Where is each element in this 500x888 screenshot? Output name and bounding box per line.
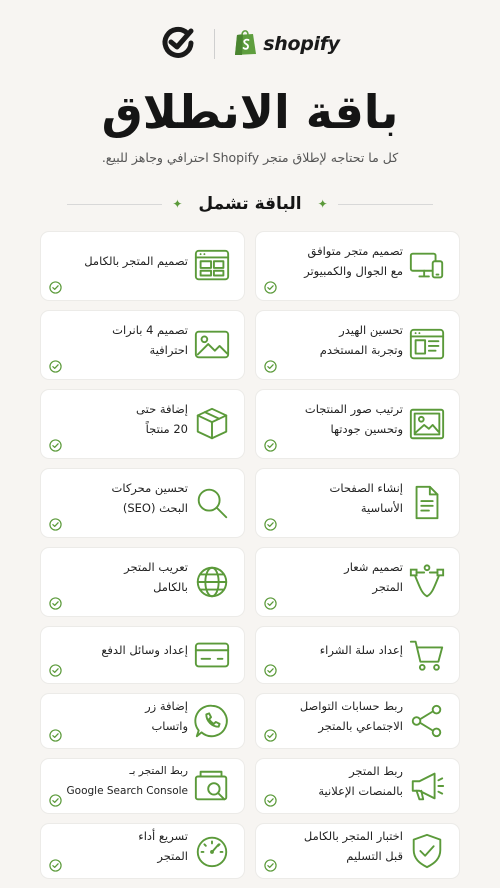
feature-label: ربط المتجر بالمنصات الإعلانية <box>318 764 403 798</box>
feature-card <box>40 823 245 879</box>
share-icon <box>407 701 447 741</box>
credit-card-icon <box>192 635 232 675</box>
feature-card <box>255 823 460 879</box>
features-row <box>40 231 460 301</box>
feature-label: ربط المتجر بـ Google Search Console <box>66 765 188 797</box>
cart-icon <box>407 635 447 675</box>
features-row <box>40 468 460 538</box>
feature-label: تصميم 4 بانرات احترافية <box>112 323 188 357</box>
document-icon <box>407 483 447 523</box>
feature-label: إضافة زر واتساب <box>145 699 188 733</box>
feature-card <box>40 547 245 617</box>
check-circle-icon <box>264 595 277 608</box>
check-circle-icon <box>49 662 62 675</box>
shopify-logo <box>233 28 340 60</box>
check-circle-icon <box>49 279 62 292</box>
section-line-left <box>67 204 162 205</box>
photo-frame-icon <box>407 404 447 444</box>
features-row <box>40 758 460 814</box>
features-row <box>40 626 460 684</box>
feature-label: إنشاء الصفحات الأساسية <box>329 481 403 515</box>
check-circle-icon <box>264 857 277 870</box>
shield-check-icon <box>407 831 447 871</box>
shopify-bag-icon <box>233 28 257 60</box>
box-icon <box>192 404 232 444</box>
feature-label: تسريع أداء المتجر <box>138 829 188 863</box>
feature-label: إعداد وسائل الدفع <box>101 643 188 657</box>
check-circle-icon <box>49 437 62 450</box>
features-grid <box>40 231 460 888</box>
agency-logo-icon <box>160 24 196 64</box>
check-circle-icon <box>49 358 62 371</box>
page-title: باقة الانطلاق <box>101 85 399 139</box>
speedometer-icon <box>192 831 232 871</box>
feature-label: تصميم المتجر بالكامل <box>84 254 188 268</box>
globe-icon <box>192 562 232 602</box>
feature-card <box>40 758 245 814</box>
feature-label: تعريب المتجر بالكامل <box>124 560 188 594</box>
layout-icon <box>192 246 232 286</box>
browser-window-icon <box>407 325 447 365</box>
megaphone-icon <box>407 766 447 806</box>
vector-pen-icon <box>407 562 447 602</box>
check-circle-icon <box>49 857 62 870</box>
image-icon <box>192 325 232 365</box>
features-row <box>40 389 460 459</box>
sparkle-icon: ✦ <box>172 197 183 211</box>
check-circle-icon <box>264 358 277 371</box>
check-circle-icon <box>49 595 62 608</box>
check-circle-icon <box>49 727 62 740</box>
feature-card <box>40 310 245 380</box>
whatsapp-icon <box>192 701 232 741</box>
feature-card <box>40 468 245 538</box>
feature-label: تصميم شعار المتجر <box>344 560 403 594</box>
check-circle-icon <box>264 437 277 450</box>
feature-card <box>255 389 460 459</box>
features-row <box>40 547 460 617</box>
shopify-wordmark: shopify <box>263 33 340 55</box>
page-subtitle: كل ما تحتاجه لإطلاق متجر Shopify احترافي وجاهز للبيع. <box>101 150 399 165</box>
feature-card <box>255 468 460 538</box>
feature-card <box>255 310 460 380</box>
feature-label: إعداد سلة الشراء <box>319 643 403 657</box>
features-row <box>40 823 460 879</box>
feature-label: إضافة حتى 20 منتجاً <box>136 402 188 436</box>
sparkle-icon: ✦ <box>317 197 328 211</box>
feature-card <box>40 626 245 684</box>
logo-divider <box>214 29 215 59</box>
check-circle-icon <box>264 662 277 675</box>
feature-card <box>255 547 460 617</box>
feature-label: ربط حسابات التواصل الاجتماعي بالمتجر <box>299 699 403 733</box>
section-line-right <box>338 204 433 205</box>
features-row <box>40 693 460 749</box>
features-row <box>40 310 460 380</box>
search-console-icon <box>192 766 232 806</box>
section-title: الباقة تشمل <box>198 194 302 214</box>
logo-bar <box>0 22 500 66</box>
check-circle-icon <box>264 792 277 805</box>
feature-card <box>255 693 460 749</box>
feature-card <box>40 389 245 459</box>
feature-card <box>40 693 245 749</box>
devices-icon <box>407 246 447 286</box>
feature-card <box>255 626 460 684</box>
feature-label: تحسين محركات البحث (SEO) <box>111 481 188 515</box>
check-circle-icon <box>264 279 277 292</box>
check-circle-icon <box>49 792 62 805</box>
feature-card <box>40 231 245 301</box>
feature-card <box>255 758 460 814</box>
check-circle-icon <box>264 727 277 740</box>
feature-label: ترتيب صور المنتجات وتحسين جودتها <box>304 402 403 436</box>
feature-card <box>255 231 460 301</box>
check-circle-icon <box>264 516 277 529</box>
section-header <box>0 190 500 218</box>
check-circle-icon <box>49 516 62 529</box>
feature-label: اختبار المتجر بالكامل قبل التسليم <box>303 829 403 863</box>
feature-label: تصميم متجر متوافق مع الجوال والكمبيوتر <box>304 244 403 278</box>
feature-label: تحسين الهيدر وتجربة المستخدم <box>319 323 403 357</box>
search-icon <box>192 483 232 523</box>
